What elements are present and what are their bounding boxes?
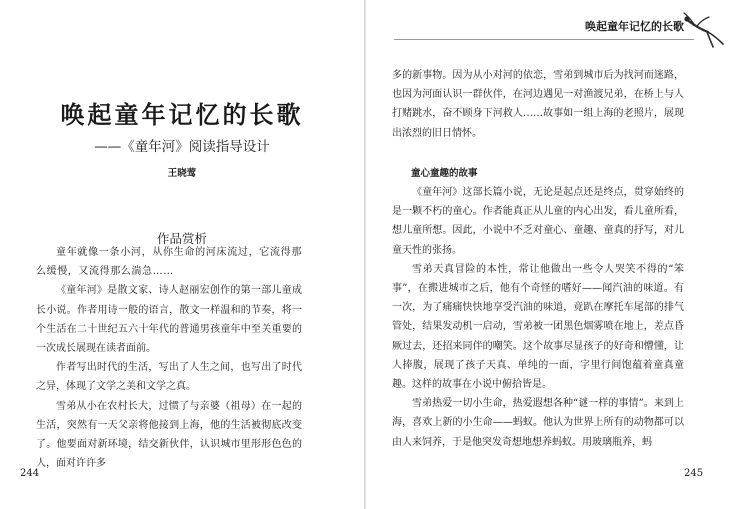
- paragraph: 雪弟天真冒险的本性，常让他做出一些令人哭笑不得的“笨事”，在搬进城市之后，他有个奇怪的嗜好——闻汽油的味道。有一次，为了痛痛快快地享受汽油的味道，竟趴在摩托车尾部的排气管处，结果发动机一启动，雪弟被一团黑色烟雾喷在地上，差点昏厥过去，还招来同伴的嘲笑。这个故事尽显孩子的好奇和懵懂，让人捧腹，展现了孩子天真、单纯的一面，字里行间饱蕴着童真童趣。这样的故事在小说中俯拾皆是。: [392, 263, 684, 391]
- article-subtitle: ——《童年河》阅读指导设计: [94, 139, 270, 155]
- left-body-text: [36, 243, 302, 473]
- header-rule: [394, 39, 694, 40]
- opening-quote: 童年就像一条小河，从你生命的河床流过，它流得那么缓慢，又流得那么湍急……: [36, 247, 302, 278]
- paragraph: 雪弟热爱一切小生命，热爱遐想各种“谜一样的事情”。来到上海，喜欢上新的小生命——蚂蚁。他认为世界上所有的动物都可以由人来饲养，于是他突发奇想地想养蚂蚁。用玻璃瓶养，蚂: [392, 398, 684, 448]
- page-number-right: 245: [684, 468, 704, 479]
- paragraph: 作者写出时代的生活，写出了人生之间，也写出了时代之异，体现了文学之美和文学之真。: [36, 362, 302, 393]
- article-title: 唤起童年记忆的长歌: [60, 100, 304, 129]
- article-author: 王晓莺: [167, 168, 197, 179]
- paragraph: 雪弟从小在农村长大，过惯了与亲婆（祖母）在一起的生活，突然有一天父亲将他接到上海，他的生活被彻底改变了。他要面对新环境，结交新伙伴，认识城市里形形色色的人，面对许许多: [36, 400, 302, 470]
- dancer-figure-icon: [678, 10, 726, 50]
- right-body-continued: [392, 66, 684, 143]
- left-page: [0, 0, 364, 509]
- right-body-text: [392, 183, 684, 452]
- right-page: [366, 0, 730, 509]
- paragraph: 多的新事物。因为从小对河的依恋，雪弟到城市后为找河而迷路，也因为河面认识一群伙伴，在河边遇见一对渔渡兄弟，在桥上与人打赌跳水，奋不顾身下河救人……故事如一组上海的老照片，展现出浓烈的旧日情怀。: [392, 70, 684, 139]
- running-header: 唤起童年记忆的长歌: [585, 20, 684, 33]
- sub-heading: 童心童趣的故事: [411, 168, 478, 179]
- page-number-left: 244: [20, 468, 40, 479]
- section-heading: 作品赏析: [156, 231, 207, 246]
- paragraph: 《童年河》这部长篇小说，无论是起点还是终点，贯穿始终的是一颗不朽的童心。作者能真正从儿童的内心出发，看儿童所看，想儿童所想。因此，小说中不乏对童心、童趣、童真的抒写，对儿童天性的张扬。: [392, 187, 684, 256]
- paragraph: 《童年河》是散文家、诗人赵丽宏创作的第一部儿童成长小说。作者用诗一般的语言，散文一样温和的节奏，将一个生活在二十世纪五六十年代的普通男孩童年中至关重要的一次成长展现在读者面前。: [36, 285, 302, 355]
